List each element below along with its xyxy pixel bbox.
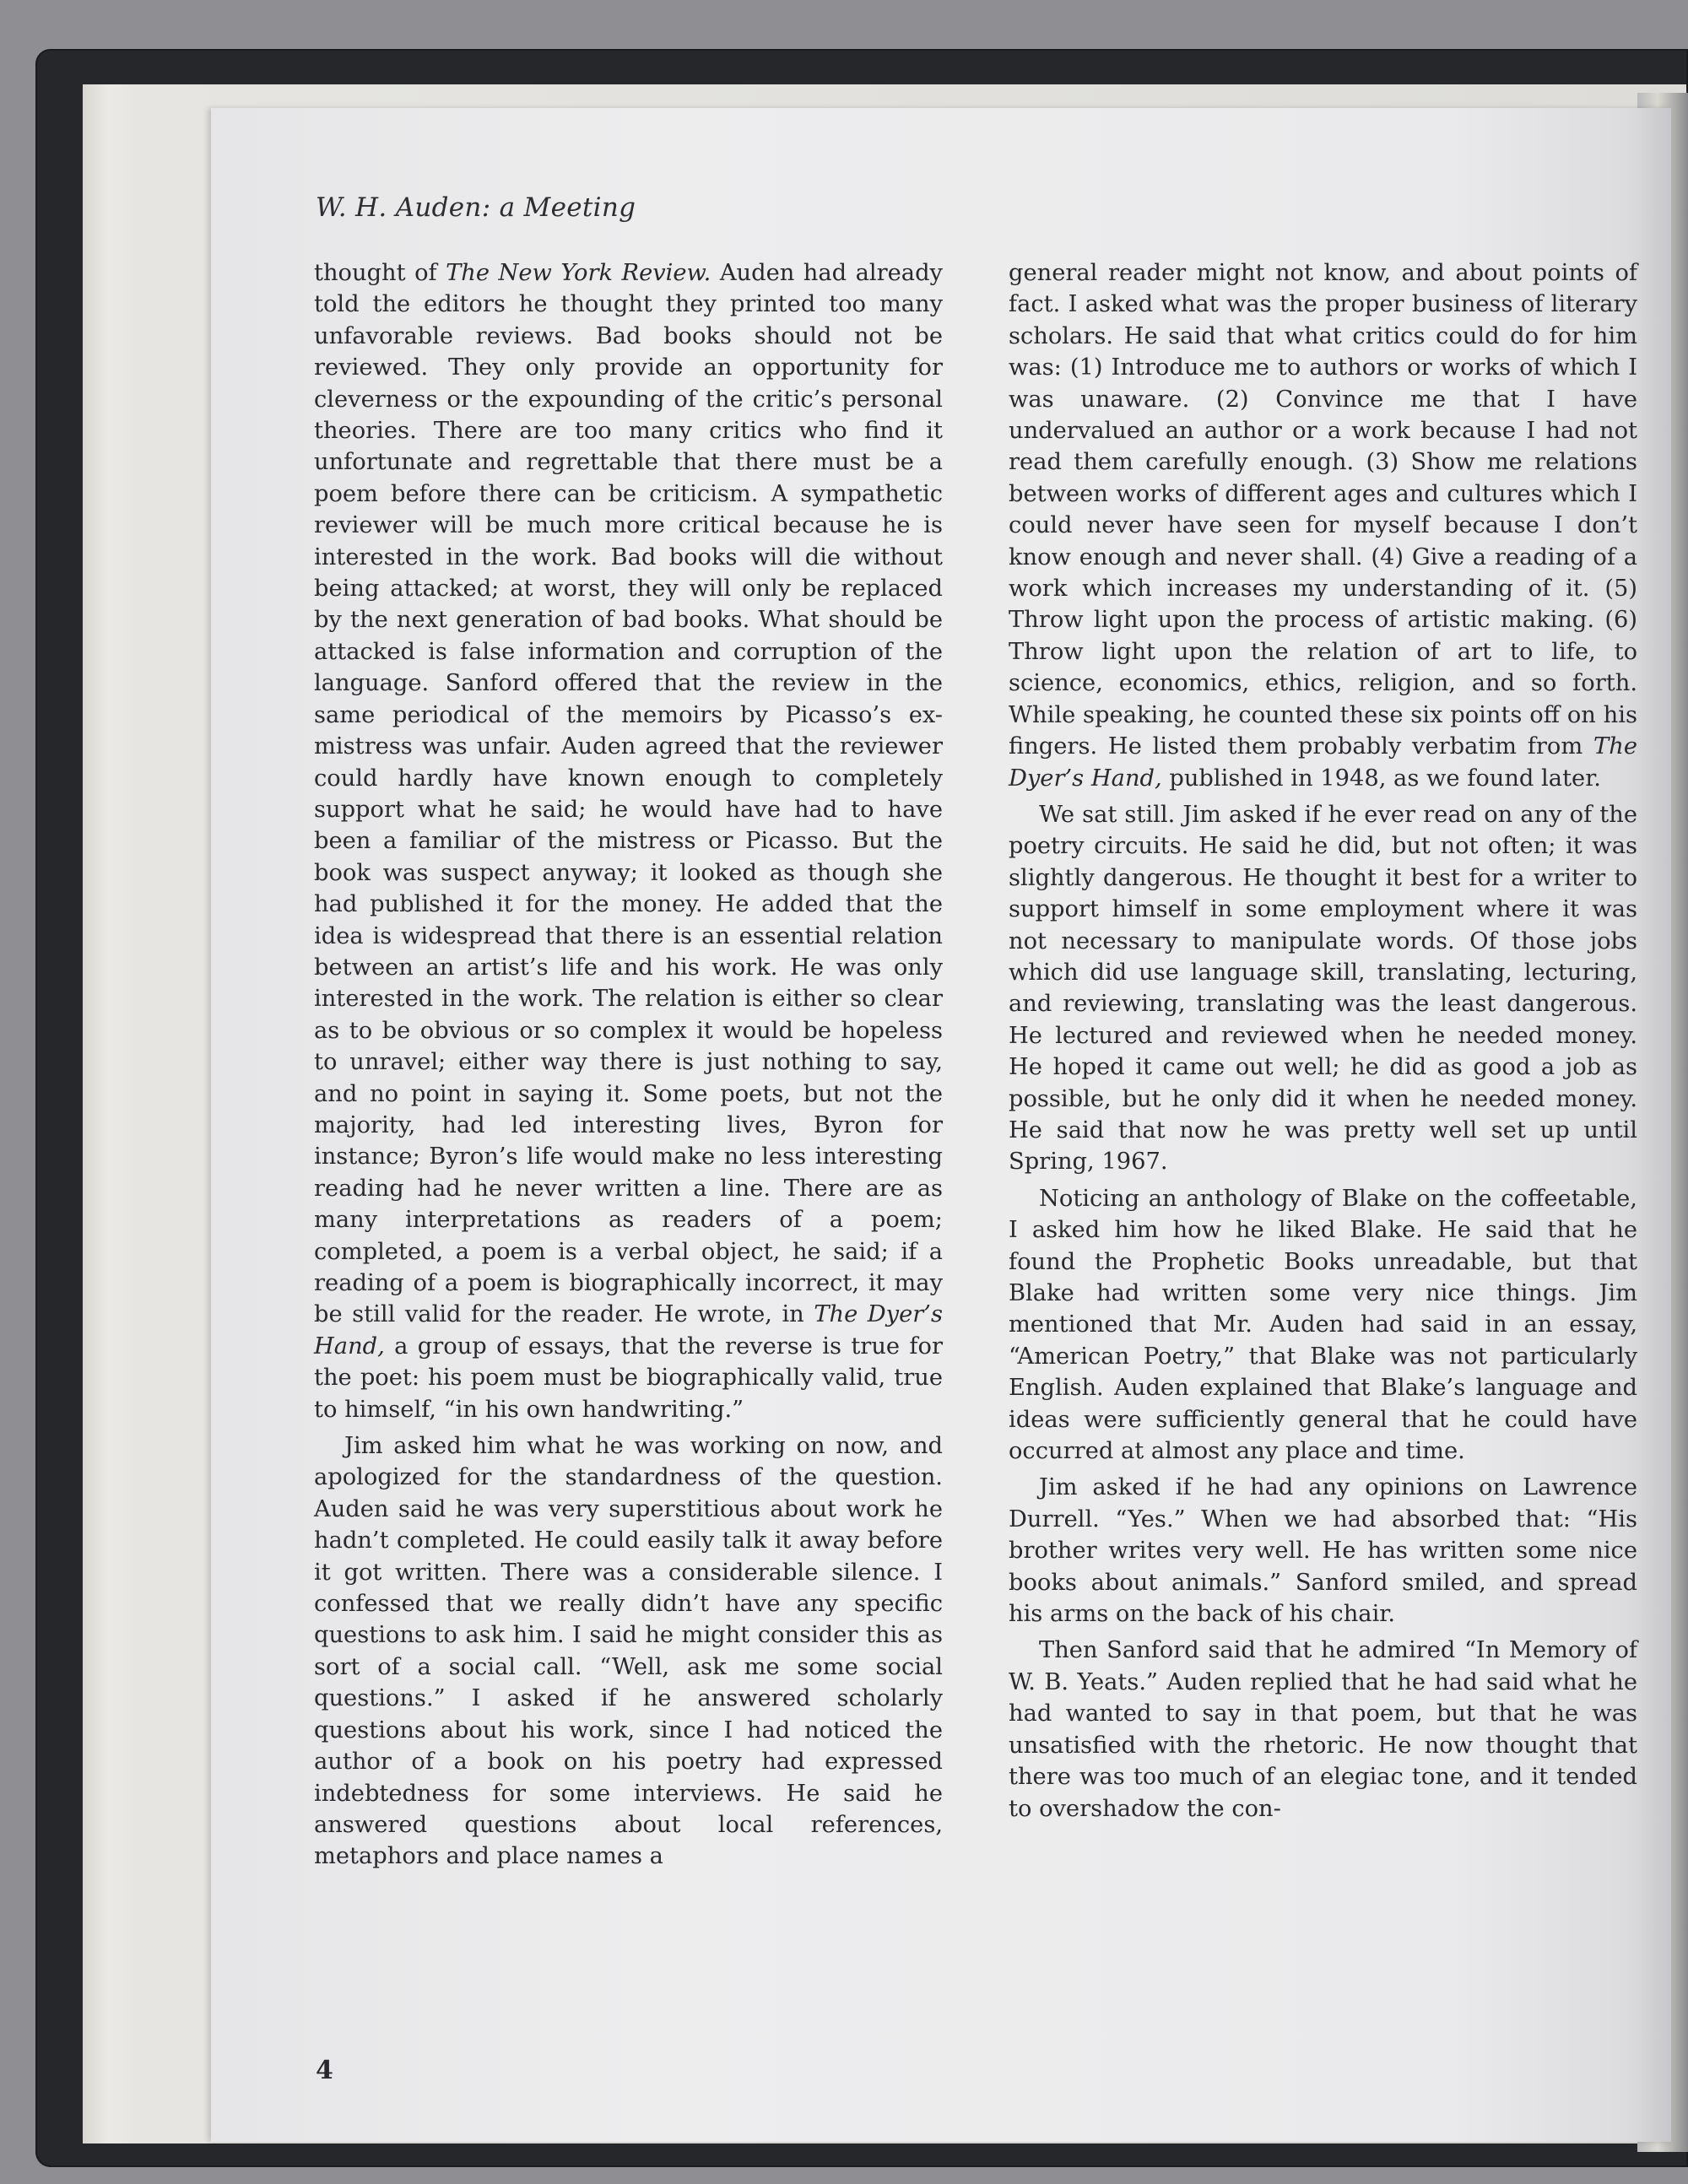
text-run: published in 1948, as we found later.	[1161, 765, 1601, 792]
text-run: thought of	[314, 260, 446, 286]
italic-title: The Dyer’s Hand,	[314, 1301, 943, 1360]
italic-title: The Dyer’s Hand,	[1009, 733, 1637, 792]
paragraph	[1009, 257, 1637, 794]
paragraph: Jim asked him what he was working on now, and apologized for the standardness of the question. Auden said he was very superstitious about work he hadn’t completed. He could easily talk it away before it got written. There was a considerable silence. I confessed that we really didn’t have any specific questions to ask him. I said he might consider this as sort of a social call. “Well, ask me some social questions.” I asked if he answered scholarly questions about his work, since I had noticed the author of a book on his poetry had expressed indebtedness for some interviews. He said he answered questions about local references, metaphors and place names a	[314, 1433, 943, 1870]
paragraph: Noticing an anthology of Blake on the coffeetable, I asked him how he liked Blake. He said that he found the Prophetic Books unreadable, but that Blake had written some very nice things. Jim mentioned that Mr. Auden had said in an essay, “American Poetry,” that Blake was not particularly English. Auden explained that Blake’s language and ideas were sufficiently general that he could have occurred at almost any place and time.	[1009, 1185, 1637, 1465]
right-column	[1009, 257, 1637, 1844]
paragraph: Jim asked if he had any opinions on Lawrence Durrell. “Yes.” When we had absorbed that: “His brother writes very well. He has written some nice books about animals.” Sanford smiled, and spread his arms on the back of his chair.	[1009, 1474, 1637, 1628]
text-run: general reader might not know, and about points of fact. I asked what was the proper business of literary scholars. He said that what critics could do for him was: (1) Introduce me to authors or works of which I was unaware. (2) Convince me that I have undervalued an author or a work because I had not read them carefully enough. (3) Show me relations between works of different ages and cultures which I could never have seen for myself because I don’t know enough and never shall. (4) Give a reading of a work which increases my understanding of it. (5) Throw light upon the process of artistic making. (6) Throw light upon the relation of art to life, to science, economics, ethics, religion, and so forth. While speaking, he counted these six points off on his fingers. He listed them probably verbatim from	[1009, 260, 1637, 760]
text-run: a group of essays, that the reverse is true for the poet: his poem must be biographically valid, true to himself, “in his own handwriting.”	[314, 1333, 943, 1423]
text-run: Auden had already told the editors he thought they printed too many unfavorable reviews. Bad books should not be reviewed. They only provide an opportunity for cleverness or the expounding of the critic’s personal theories. There are too many critics who find it unfortunate and regrettable that there must be a poem before there can be criticism. A sympathetic reviewer will be much more critical because he is interested in the work. Bad books will die without being attacked; at worst, they will only be replaced by the next generation of bad books. What should be attacked is false information and corruption of the language. Sanford offered that the review in the same periodical of the memoirs by Picasso’s ex-mistress was unfair. Auden agreed that the reviewer could hardly have known enough to completely support what he said; he would have had to have been a familiar of the mistress or Picasso. But the book was suspect anyway; it looked as though she had published it for the money. He added that the idea is widespread that there is an essential relation between an artist’s life and his work. He was only interested in the work. The relation is either so clear as to be obvious or so complex it would be hopeless to unravel; either way there is just nothing to say, and no point in saying it. Some poets, but not the majority, had led interesting lives, Byron for instance; Byron’s life would make no less interesting reading had he never written a line. There are as many interpretations as readers of a poem; completed, a poem is a verbal object, he said; if a reading of a poem is biographically incorrect, it may be still valid for the reader. He wrote, in	[314, 260, 943, 1328]
running-head: W. H. Auden: a Meeting	[316, 192, 636, 223]
paragraph	[314, 257, 943, 1425]
paragraph: Then Sanford said that he admired “In Memory of W. B. Yeats.” Auden replied that he had said what he had wanted to say in that poem, but that he was unsatisfied with the rhetoric. He now thought that there was too much of an elegiac tone, and it tended to overshadow the con-	[1009, 1637, 1637, 1822]
page-number: 4	[316, 2056, 333, 2085]
left-column	[314, 257, 943, 1870]
italic-title: The New York Review.	[446, 260, 711, 286]
paragraph: We sat still. Jim asked if he ever read on any of the poetry circuits. He said he did, but not often; it was slightly dangerous. He thought it best for a writer to support himself in some employment where it was not necessary to manipulate words. Of those jobs which did use language skill, translating, lecturing, and reviewing, translating was the least dangerous. He lectured and reviewed when he needed money. He hoped it came out well; he did as good a job as possible, but he only did it when he needed money. He said that now he was pretty well set up until Spring, 1967.	[1009, 801, 1637, 1176]
